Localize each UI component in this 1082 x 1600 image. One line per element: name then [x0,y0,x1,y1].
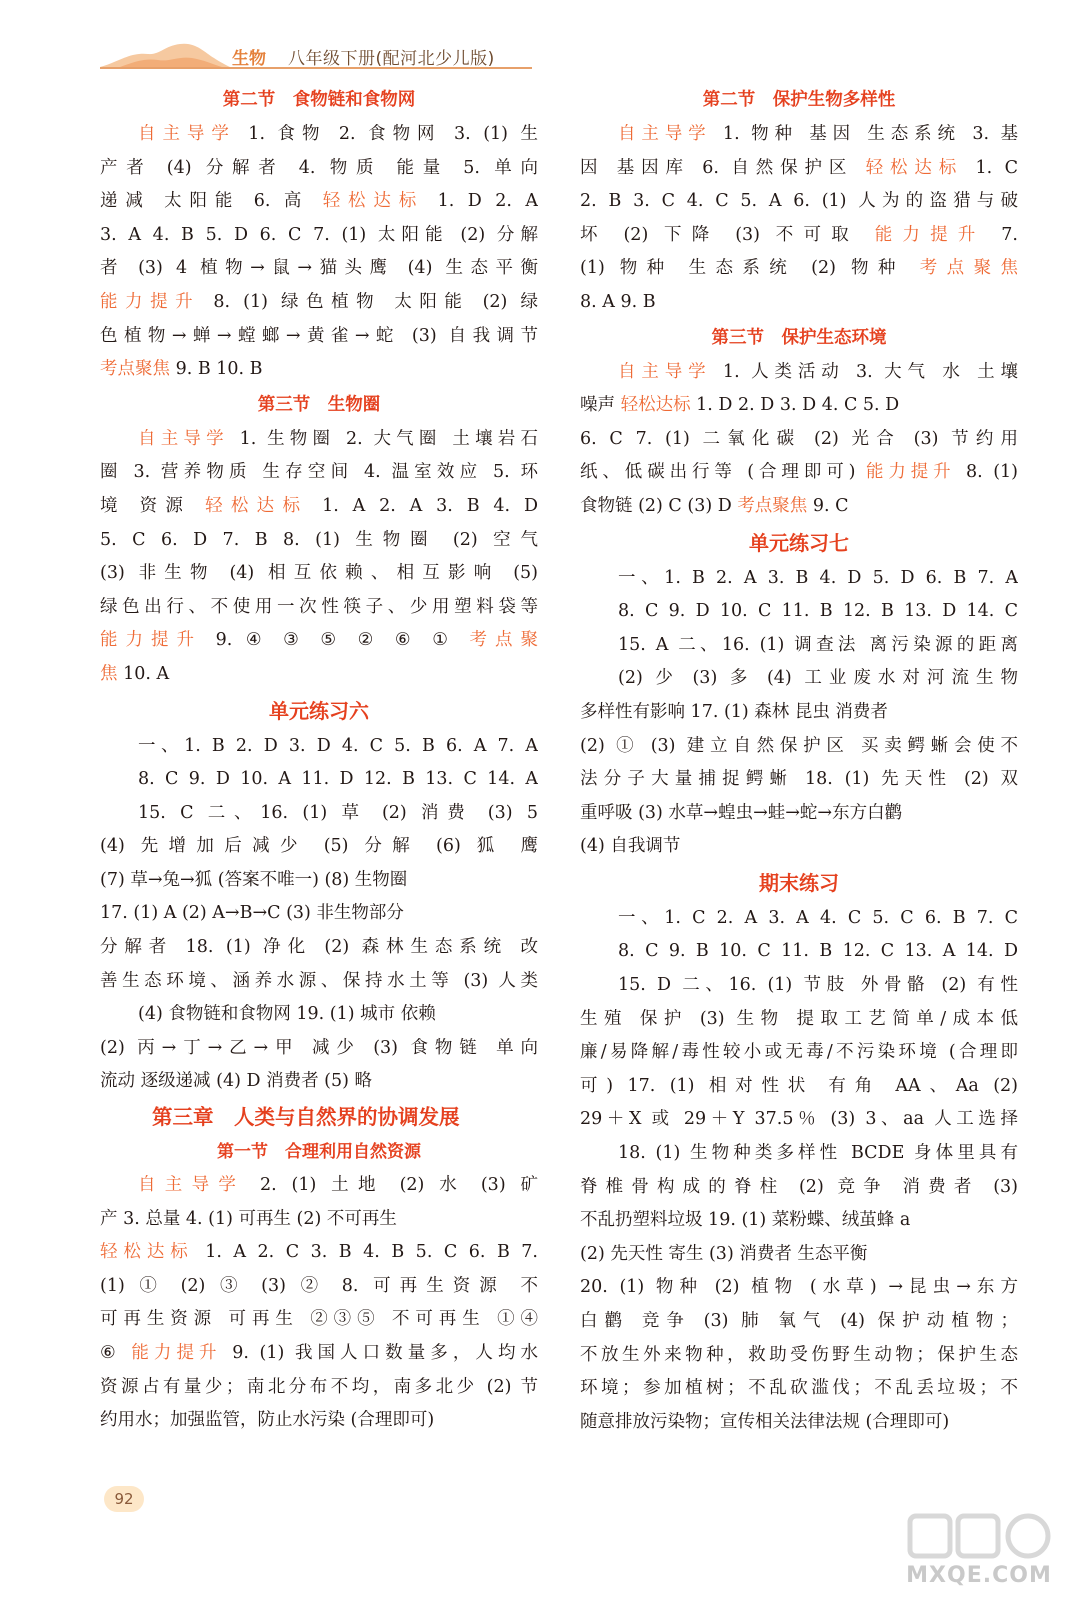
answer-text: 不放生外来物种，救助受伤野生动物；保护生态 [580,1344,1018,1365]
answer-line [100,456,538,490]
answer-text: 2. (1) 土地 (2) 水 (3) 矿 [245,1175,538,1196]
answer-line [580,902,1018,936]
section-tag-label: 考点聚 [469,630,538,651]
answer-text: 多样性有影响 17. (1) 森林 昆虫 消费者 [580,701,888,722]
section-tag-label: 能力提升 [100,291,201,312]
answer-line [580,1036,1018,1070]
answer-line [580,456,1018,490]
answer-text: 噪声 [580,395,621,416]
mountain-decoration-icon [100,40,230,70]
answer-text: 色植物→蝉→螳螂→黄雀→蛇 (3) 自我调节 [100,325,538,346]
section-tag-label: 轻松达标 [322,191,425,212]
answer-line [100,1270,538,1304]
answer-text: 8. C 9. B 10. C 11. B 12. C 13. A 14. D [618,941,1018,962]
section-tag-label: 自主导学 [138,1175,246,1196]
answer-text: 脊椎骨构成的脊柱 (2) 竞争 消费者 (3) [580,1176,1018,1197]
section-heading: 第三章 人类与自然界的协调发展 [152,1105,460,1130]
answer-line [100,1303,538,1337]
answer-line [580,389,1018,423]
answer-text: 者 (3) 4 植物→鼠→猫头鹰 (4) 生态平衡 [100,258,538,279]
answer-line [580,356,1018,390]
answer-line [580,1305,1018,1339]
section-tag-label: 自主导学 [138,124,236,144]
answer-line [580,1137,1018,1171]
answer-text: 1. C [963,157,1018,178]
answer-text: 不乱扔塑料垃圾 19. (1) 菜粉蝶、绒茧蜂 a [580,1210,911,1231]
answer-text: 9. (1) 我国人口数量多，人均水 [221,1343,538,1363]
answer-line [100,185,538,219]
answer-line [100,998,538,1032]
answer-text: 15. D 二、16. (1) 节肢 外骨骼 (2) 有性 [618,975,1018,996]
section-tag-label: 能力提升 [874,224,986,245]
answer-text: 善生态环境、涵养水源、保持水土等 (3) 人类 [100,970,538,991]
answer-line [580,629,1018,663]
answer-text: (3) 非生物 (4) 相互依赖、相互影响 (5) [100,563,538,584]
answer-line [580,185,1018,219]
answer-text: 1. D 2. A [424,191,538,212]
answer-line [580,763,1018,797]
answer-line [580,1171,1018,1205]
answer-line [100,252,538,286]
answer-text: 29＋X 或 29＋Y 37.5％ (3) 3、aa 人工选择 [580,1109,1018,1130]
answer-line [100,624,538,658]
answer-line [580,1003,1018,1037]
answer-text: (2) 丙→丁→乙→甲 减少 (3) 食物链 单向 [100,1037,538,1058]
answer-text: 可) 17. (1) 相对性状 有角 AA、Aa (2) [580,1075,1018,1096]
answer-line [580,1271,1018,1305]
answer-text: 1. D 2. D 3. D 4. C 5. D [690,395,900,416]
answer-text: 1. 生物圈 2. 大气圈 土壤岩石 [228,428,538,449]
answer-text: 8. (1) [955,462,1018,483]
answer-line [100,320,538,354]
answer-text: 廉/易降解/毒性较小或无毒/不污染环境 (合理即 [580,1042,1018,1063]
answer-text: 8. (1) 绿色植物 太阳能 (2) 绿 [200,291,538,312]
answer-text: 8. A 9. B [580,291,656,312]
answer-text: 8. C 9. D 10. C 11. B 12. B 13. D 14. C [618,601,1018,622]
answer-line [100,219,538,253]
answer-text: (4) 食物链和食物网 19. (1) 城市 依赖 [138,1004,436,1025]
answer-line [100,1203,538,1237]
answer-text: 流动 逐级递减 (4) D 消费者 (5) 略 [100,1071,372,1092]
answer-line [100,1032,538,1066]
answer-text: (4) 自我调节 [580,836,681,857]
answer-text: 随意排放污染物；宣传相关法律法规 (合理即可) [580,1411,950,1432]
answer-text: 20. (1) 物种 (2) 植物 (水草) →昆虫→东方 [580,1277,1018,1298]
answer-text: (2) 少 (3) 多 (4) 工业废水对河流生物 [618,668,1018,689]
answer-line [580,1204,1018,1238]
answer-line [580,423,1018,457]
answer-line [580,730,1018,764]
header-subject: 生物 [232,49,266,69]
answer-text: 1. A 2. A 3. B 4. D [308,495,538,516]
watermark-logo [896,1508,1062,1592]
answer-line [100,1169,538,1203]
answer-text: 产者 (4) 分解者 4. 物质 能量 5. 单向 [100,157,538,178]
answer-line [100,557,538,591]
answer-line [580,286,1018,320]
answer-text: 15. C 二、16. (1) 草 (2) 消费 (3) 5 [138,802,538,823]
answer-line [580,118,1018,152]
answer-text: 1. A 2. C 3. B 4. B 5. C 6. B 7. [193,1242,538,1263]
answer-text: 食物链 (2) C (3) D [580,495,738,516]
answer-text: 6. C 7. (1) 二氧化碳 (2) 光合 (3) 节约用 [580,428,1018,449]
answer-line [100,1404,538,1438]
answer-text: 法分子大量捕捉鳄蜥 18. (1) 先天性 (2) 双 [580,769,1018,790]
answer-line [580,152,1018,186]
section-tag-label: 考点聚焦 [919,258,1018,279]
answer-text: 重呼吸 (3) 水草→蝗虫→蛙→蛇→东方白鹳 [580,802,903,823]
section-heading: 第三节 保护生态环境 [711,327,887,348]
answer-line [100,1065,538,1099]
answer-line [100,118,538,152]
running-header [100,40,540,74]
section-tag-label: 自主导学 [618,361,712,382]
answer-text: (4) 先增加后减少 (5) 分解 (6) 狐 鹰 [100,836,538,857]
answer-line [100,864,538,898]
answer-line [580,219,1018,253]
answer-line [100,931,538,965]
section-tag-label: 轻松达标 [865,157,964,178]
section-heading: 第二节 保护生物多样性 [702,90,896,110]
answer-line [100,524,538,558]
answer-text: 坏 (2) 下降 (3) 不可取 [580,224,875,245]
section-heading: 单元练习七 [749,530,849,555]
answer-text: 9. C [807,495,849,516]
answer-line [580,797,1018,831]
answer-text: 17. (1) A (2) A→B→C (3) 非生物部分 [100,903,404,924]
answer-line [580,830,1018,864]
section-tag-label: 自主导学 [138,428,229,449]
answer-line [580,696,1018,730]
answer-text: 1. 食物 2. 食物网 3. (1) 生 [235,124,538,144]
answer-text: (7) 草→兔→狐 (答案不唯一) (8) 生物圈 [100,869,408,890]
answer-line [100,763,538,797]
answer-text: 生殖 保护 (3) 生物 提取工艺简单/成本低 [580,1008,1018,1029]
answer-line [100,1371,538,1405]
answer-text: 纸、低碳出行等 (合理即可) [580,462,866,483]
answer-text: 5. C 6. D 7. B 8. (1) 生物圈 (2) 空气 [100,529,538,550]
answer-line [100,830,538,864]
answer-text: 产 3. 总量 4. (1) 可再生 (2) 不可再生 [100,1208,397,1229]
answer-text: (1) 物种 生态系统 (2) 物种 [580,258,920,279]
answer-text: 因 基因库 6. 自然保护区 [580,157,866,178]
answer-line [100,965,538,999]
answer-text: 境 资源 [100,495,206,516]
answer-text: 绿色出行、不使用一次性筷子、少用塑料袋等 [100,596,538,617]
answer-text: 白鹳 竞争 (3) 肺 氧气 (4) 保护动植物； [580,1311,1018,1331]
answer-text: 2. B 3. C 4. C 5. A 6. (1) 人为的盗猎与破 [580,191,1018,212]
answer-text: 1. 物种 基因 生态系统 3. 基 [711,124,1018,144]
section-tag-label: 自主导学 [618,124,712,144]
answer-text: 9. ④ ③ ⑤ ② ⑥ ① [202,630,470,651]
header-book-title: 八年级下册(配河北少儿版) [288,49,495,69]
watermark-icon [896,1508,1062,1568]
section-tag-label: 能力提升 [131,1343,222,1363]
answer-line [100,353,538,387]
answer-text: 7. [985,224,1018,245]
answer-line [580,1238,1018,1272]
answer-line [100,1337,538,1371]
answer-line [580,595,1018,629]
section-tag-label: 焦 [100,663,118,684]
answer-text: 10. A [117,663,170,684]
answer-line [100,152,538,186]
answer-line [100,797,538,831]
section-tag-label: 考点聚焦 [100,359,170,380]
answer-line [580,1339,1018,1373]
answer-line [580,1406,1018,1440]
answer-line [580,1070,1018,1104]
answer-text: 圈 3. 营养物质 生存空间 4. 温室效应 5. 环 [100,462,538,483]
answer-text: (2) ① (3) 建立自然保护区 买卖鳄蜥会使不 [580,735,1018,756]
answer-line [580,969,1018,1003]
answer-text: ⑥ [100,1343,132,1363]
section-tag-label: 能力提升 [100,630,203,651]
answer-text: 9. B 10. B [170,359,263,380]
section-heading: 第二节 食物链和食物网 [222,90,416,110]
answer-text: (2) 先天性 寄生 (3) 消费者 生态平衡 [580,1243,868,1264]
answer-line [100,490,538,524]
section-heading: 第一节 合理利用自然资源 [217,1142,421,1163]
section-tag-label: 轻松达标 [100,1242,194,1263]
answer-text: 资源占有量少；南北分布不均，南多北少 (2) 节 [100,1376,538,1397]
answer-line [580,1372,1018,1406]
section-heading: 单元练习六 [269,698,369,723]
answer-line [100,730,538,764]
answer-text: 分解者 18. (1) 净化 (2) 森林生态系统 改 [100,937,538,958]
answer-text: (1) ① (2) ③ (3) ② 8. 可再生资源 不 [100,1275,538,1296]
answer-line [580,562,1018,596]
answer-text: 一、1. B 2. D 3. D 4. C 5. B 6. A 7. A [138,735,538,756]
answer-line [100,423,538,457]
answer-text: 递减 太阳能 6. 高 [100,191,323,212]
left-answer-column [100,82,538,1438]
answer-line [100,1236,538,1270]
answer-text: 3. A 4. B 5. D 6. C 7. (1) 太阳能 (2) 分解 [100,224,538,245]
section-tag-label: 轻松达标 [205,495,309,516]
answer-text: 18. (1) 生物种类多样性 BCDE 身体里具有 [618,1143,1018,1164]
answer-text: 一、1. C 2. A 3. A 4. C 5. C 6. B 7. C [618,907,1018,928]
watermark-text: MXQE.COM [906,1563,1052,1588]
section-heading: 第三节 生物圈 [257,394,381,415]
answer-line [100,897,538,931]
answer-text: 1. 人类活动 3. 大气 水 土壤 [711,361,1018,382]
answer-line [580,1103,1018,1137]
section-tag-label: 能力提升 [865,462,956,483]
answer-line [100,658,538,692]
answer-line [100,286,538,320]
section-heading: 期末练习 [759,870,839,895]
answer-text: 15. A 二、16. (1) 调查法 离污染源的距离 [618,634,1018,655]
answer-line [580,252,1018,286]
answer-text: 约用水；加强监管，防止水污染 (合理即可) [100,1410,435,1431]
answer-text: 8. C 9. D 10. A 11. D 12. B 13. C 14. A [138,769,538,790]
section-tag-label: 轻松达标 [620,395,691,416]
answer-text: 一、1. B 2. A 3. B 4. D 5. D 6. B 7. A [618,567,1018,588]
answer-line [580,490,1018,524]
section-tag-label: 考点聚焦 [737,495,808,516]
answer-text: 环境；参加植树；不乱砍滥伐；不乱丢垃圾；不 [580,1378,1018,1399]
answer-line [580,662,1018,696]
answer-line [100,591,538,625]
page-number: 92 [104,1486,144,1512]
answer-text: 可再生资源 可再生 ②③⑤ 不可再生 ①④ [100,1309,538,1330]
answer-line [580,935,1018,969]
right-answer-column [580,82,1018,1439]
